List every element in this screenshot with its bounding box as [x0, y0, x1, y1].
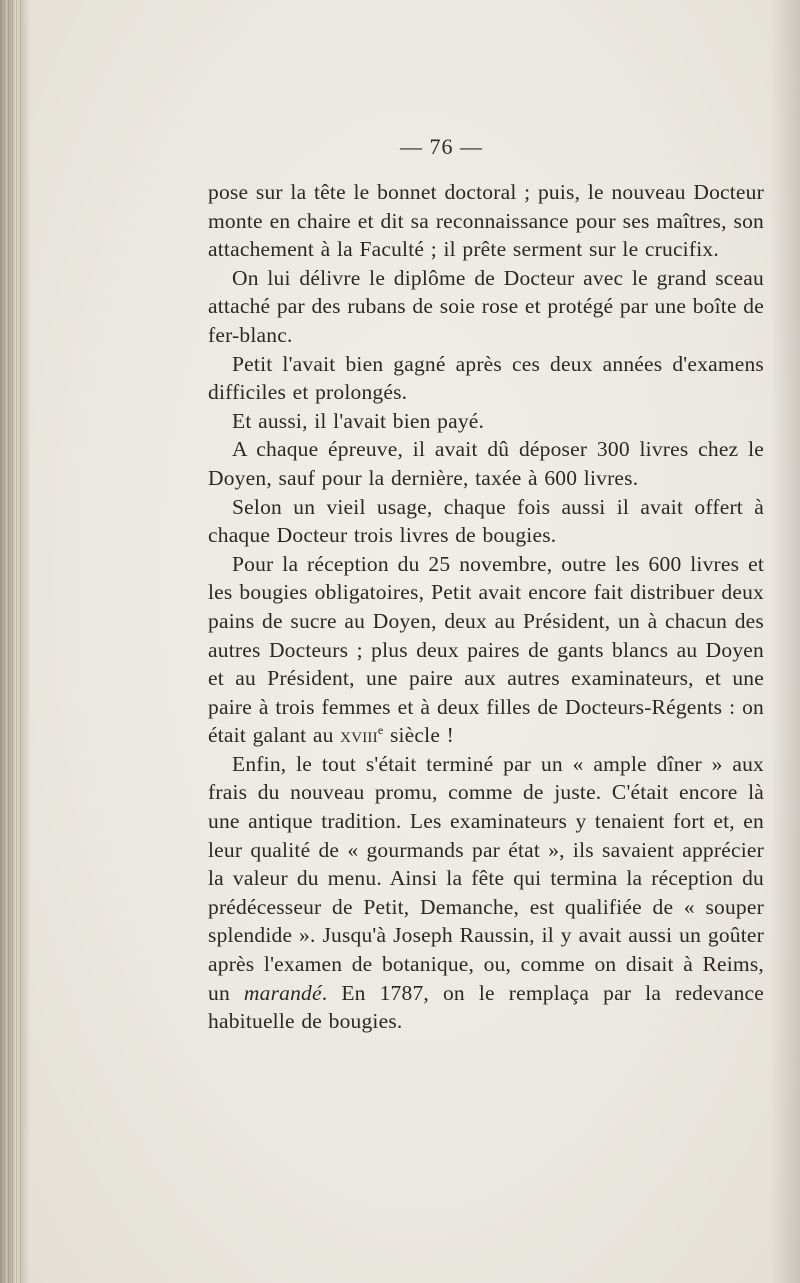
paragraph-7-text: Pour la réception du 25 novembre, outre les 600 livres et les bougies obligatoires, Petit avait encore fait distribuer deux pains de sucre au Doyen, deux au Président, un à chacun des autres Docteurs ; plus deux paires de gants blancs au Doyen et au Président, une paire aux autres examinateurs, et une paire à trois femmes et à deux filles de Docteurs-Régents : on était galant au — [208, 551, 764, 748]
paragraph-3: Petit l'avait bien gagné après ces deux années d'examens difficiles et prolongés. — [208, 351, 764, 405]
paragraph-8-text: Enfin, le tout s'était terminé par un « ample dîner » aux frais du nouveau promu, comme de juste. C'était encore là une antique tradition. Les examinateurs y tenaient fort et, en leur qualité de « gourmands par état », ils savaient apprécier la valeur du menu. Ainsi la fête qui termina la réception du prédécesseur de Petit, Demanche, est qualifiée de « souper splendide ». Jusqu'à Joseph Raussin, il y avait aussi un goûter après l'examen de botanique, ou, comme on disait à Reims, un — [208, 751, 764, 1005]
italic-term: marandé — [243, 980, 322, 1005]
paragraph-7 — [208, 550, 764, 750]
paragraph-8-end: . En 1787, on le remplaça par la redevance habituelle de bougies. — [208, 980, 765, 1034]
paragraph-2: On lui délivre le diplôme de Docteur avec le grand sceau attaché par des rubans de soie rose et protégé par une boîte de fer-blanc. — [208, 265, 764, 347]
century-superscript: e — [377, 723, 384, 738]
paragraph-6: Selon un vieil usage, chaque fois aussi il avait offert à chaque Docteur trois livres de bougies. — [208, 494, 764, 548]
paragraph-7-end: siècle ! — [389, 723, 455, 748]
paragraph-5: A chaque épreuve, il avait dû déposer 300 livres chez le Doyen, sauf pour la dernière, taxée à 600 livres. — [208, 437, 764, 490]
page-edge-shadow — [770, 0, 800, 1283]
paragraph-1: pose sur la tête le bonnet doctoral ; puis, le nouveau Docteur monte en chaire et dit sa reconnaissance pour ses maîtres, son attachement à la Faculté ; il prête serment sur le crucifix. — [208, 180, 764, 262]
page-number: — 76 — — [400, 134, 483, 159]
binding-page-edges — [4, 0, 24, 1283]
body-text — [208, 178, 764, 1036]
century-numeral: xviii — [340, 723, 378, 748]
paragraph-8 — [208, 750, 764, 1036]
paragraph-4: Et aussi, il l'avait bien payé. — [232, 408, 485, 433]
book-page — [30, 0, 800, 1283]
